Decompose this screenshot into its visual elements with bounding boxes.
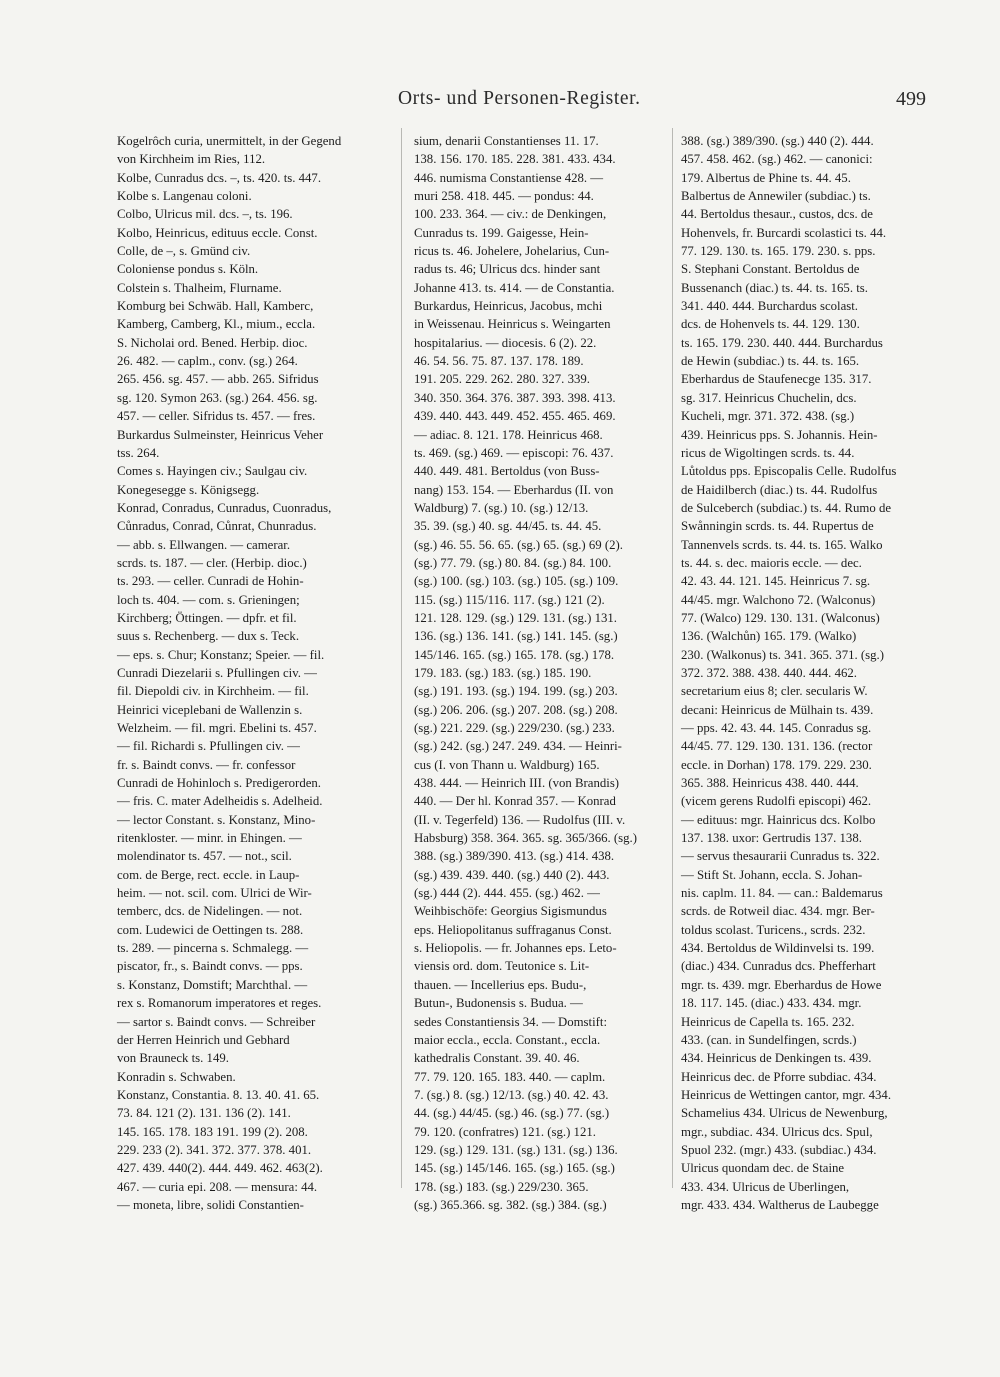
index-line: sg. 317. Heinricus Chuchelin, dcs. xyxy=(681,390,857,405)
index-line: Swånningin scrds. ts. 44. Rupertus de xyxy=(681,519,874,534)
index-line: (sg.) 221. 229. (sg.) 229/230. (sg.) 233. xyxy=(414,721,615,735)
index-line: 388. (sg.) 389/390. 413. (sg.) 414. 438. xyxy=(414,849,615,864)
index-line: Bussenanch (diac.) ts. 44. ts. 165. ts. xyxy=(681,280,868,295)
index-line: Kolbe, Cunradus dcs. –, ts. 420. ts. 447. xyxy=(117,170,322,185)
index-line: heim. — not. scil. com. Ulrici de Wir- xyxy=(117,886,312,901)
index-line: toldus scolast. Turicens., scrds. 232. xyxy=(681,922,866,937)
index-line: s. Heliopolis. — fr. Johannes eps. Leto- xyxy=(414,941,617,956)
index-line: 145. 165. 178. 183 191. 199 (2). 208. xyxy=(117,1124,308,1139)
index-line: 77. 129. 130. ts. 165. 179. 230. s. pps. xyxy=(681,244,876,259)
index-line: Butun-, Budonensis s. Budua. — xyxy=(414,996,583,1011)
index-line: 433. 434. Ulricus de Uberlingen, xyxy=(681,1179,850,1194)
index-line: temberc, dcs. de Nidelingen. — not. xyxy=(117,904,303,919)
index-line: 44/45. 77. 129. 130. 131. 136. (rector xyxy=(681,739,873,754)
index-line: ts. 469. (sg.) 469. — episcopi: 76. 437. xyxy=(414,445,614,460)
index-line: scrds. de Rotweil diac. 434. mgr. Ber- xyxy=(681,904,875,919)
index-line: eccle. in Dorhan) 178. 179. 229. 230. xyxy=(681,757,872,772)
index-line: 46. 54. 56. 75. 87. 137. 178. 189. xyxy=(414,354,584,369)
index-line: 145/146. 165. (sg.) 165. 178. (sg.) 178. xyxy=(414,647,615,662)
index-line: piscator, fr., s. Baindt convs. — pps. xyxy=(117,959,303,974)
index-line: (vicem gerens Rudolfi episcopi) 462. xyxy=(681,794,872,809)
index-line: 77. 79. 120. 165. 183. 440. — caplm. xyxy=(414,1069,606,1084)
index-line: mgr. 433. 434. Waltherus de Laubegge xyxy=(681,1197,879,1212)
index-line: 136. (Walchůn) 165. 179. (Walko) xyxy=(681,629,857,644)
index-line: Konstanz, Constantia. 8. 13. 40. 41. 65. xyxy=(117,1087,320,1102)
index-column-2 xyxy=(414,132,668,1214)
index-line: Balbertus de Annewiler (subdiac.) ts. xyxy=(681,189,871,204)
column-divider xyxy=(401,128,402,1188)
index-line: von Brauneck ts. 149. xyxy=(117,1051,229,1066)
index-line: — abb. s. Ellwangen. — camerar. xyxy=(117,537,291,552)
index-line: mgr. ts. 439. mgr. Eberhardus de Howe xyxy=(681,977,882,992)
index-line: com. Ludewici de Oettingen ts. 288. xyxy=(117,922,304,937)
index-line: 434. Bertoldus de Wildinvelsi ts. 199. xyxy=(681,941,875,956)
index-line: 372. 372. 388. 438. 440. 444. 462. xyxy=(681,665,857,680)
index-line: kathedralis Constant. 39. 40. 46. xyxy=(414,1051,580,1066)
index-line: Burkardus, Heinricus, Jacobus, mchi xyxy=(414,299,603,314)
index-line: sg. 120. Symon 263. (sg.) 264. 456. sg. xyxy=(117,390,318,405)
index-line: 341. 440. 444. Burchardus scolast. xyxy=(681,299,859,314)
index-line: 138. 156. 170. 185. 228. 381. 433. 434. xyxy=(414,152,616,167)
index-line: — fil. Richardi s. Pfullingen civ. — xyxy=(117,739,300,754)
index-line: Habsburg) 358. 364. 365. sg. 365/366. (sg.) xyxy=(414,831,637,846)
index-line: thauen. — Incellerius eps. Budu-, xyxy=(414,977,587,992)
index-line: (sg.) 444 (2). 444. 455. (sg.) 462. — xyxy=(414,886,600,901)
index-line: ricus de Wigoltingen scrds. ts. 44. xyxy=(681,445,855,460)
index-line: Cůnradus, Conrad, Cůnrat, Chunradus. xyxy=(117,519,317,534)
index-line: — lector Constant. s. Konstanz, Mino- xyxy=(117,812,316,827)
index-line: (sg.) 191. 193. (sg.) 194. 199. (sg.) 203. xyxy=(414,684,618,699)
index-line: Kucheli, mgr. 371. 372. 438. (sg.) xyxy=(681,409,855,424)
index-line: Burkardus Sulmeinster, Heinricus Veher xyxy=(117,427,324,442)
index-line: Heinrici viceplebani de Wallenzin s. xyxy=(117,702,303,717)
index-line: (sg.) 365.366. sg. 382. (sg.) 384. (sg.) xyxy=(414,1197,607,1212)
index-line: 467. — curia epi. 208. — mensura: 44. xyxy=(117,1179,318,1194)
index-line: 191. 205. 229. 262. 280. 327. 339. xyxy=(414,372,590,387)
index-line: — pps. 42. 43. 44. 145. Conradus sg. xyxy=(681,721,872,735)
index-line: (sg.) 100. (sg.) 103. (sg.) 105. (sg.) 109. xyxy=(414,574,619,589)
index-line: com. de Berge, rect. eccle. in Laup- xyxy=(117,867,300,882)
index-line: (sg.) 206. 206. (sg.) 207. 208. (sg.) 208. xyxy=(414,702,618,717)
index-line: 7. (sg.) 8. (sg.) 12/13. (sg.) 40. 42. 43. xyxy=(414,1087,609,1102)
index-line: 427. 439. 440(2). 444. 449. 462. 463(2). xyxy=(117,1161,323,1176)
index-line: Schamelius 434. Ulricus de Newenburg, xyxy=(681,1106,888,1121)
index-line: radus ts. 46; Ulricus dcs. hinder sant xyxy=(414,262,601,277)
index-line: 35. 39. (sg.) 40. sg. 44/45. ts. 44. 45. xyxy=(414,519,602,534)
index-line: — moneta, libre, solidi Constantien- xyxy=(117,1197,304,1212)
index-line: Hohenvels, fr. Burcardi scolastici ts. 44. xyxy=(681,225,887,240)
index-line: — eps. s. Chur; Konstanz; Speier. — fil. xyxy=(117,647,325,662)
index-line: — sartor s. Baindt convs. — Schreiber xyxy=(117,1014,316,1029)
index-line: Tannenvels scrds. ts. 44. ts. 165. Walko xyxy=(681,537,883,552)
index-line: mgr., subdiac. 434. Ulricus dcs. Spul, xyxy=(681,1124,873,1139)
index-line: Eberhardus de Staufenecge 135. 317. xyxy=(681,372,872,387)
index-line: scrds. ts. 187. — cler. (Herbip. dioc.) xyxy=(117,555,307,570)
index-line: Heinricus dec. de Pforre subdiac. 434. xyxy=(681,1069,877,1084)
index-line: Cunradi de Hohinloch s. Predigerorden. xyxy=(117,776,321,791)
index-line: Welzheim. — fil. mgri. Ebelini ts. 457. xyxy=(117,721,317,735)
index-line: 434. Heinricus de Denkingen ts. 439. xyxy=(681,1051,872,1066)
index-line: Komburg bei Schwäb. Hall, Kamberc, xyxy=(117,299,314,314)
index-line: Spuol 232. (mgr.) 433. (subdiac.) 434. xyxy=(681,1142,877,1157)
index-line: 18. 117. 145. (diac.) 433. 434. mgr. xyxy=(681,996,862,1011)
index-line: s. Konstanz, Domstift; Marchthal. — xyxy=(117,977,308,992)
index-line: 438. 444. — Heinrich III. (von Brandis) xyxy=(414,776,620,791)
index-line: Comes s. Hayingen civ.; Saulgau civ. xyxy=(117,464,308,479)
index-line: (sg.) 46. 55. 56. 65. (sg.) 65. (sg.) 69 (2). xyxy=(414,537,623,552)
index-line: Johanne 413. ts. 414. — de Constantia. xyxy=(414,280,615,295)
index-line: Cunradi Diezelarii s. Pfullingen civ. — xyxy=(117,665,317,680)
index-line: suus s. Rechenberg. — dux s. Teck. xyxy=(117,629,300,644)
index-line: 365. 388. Heinricus 438. 440. 444. xyxy=(681,776,859,791)
index-line: Lůtoldus pps. Episcopalis Celle. Rudolfus xyxy=(681,464,897,479)
index-line: 115. (sg.) 115/116. 117. (sg.) 121 (2). xyxy=(414,592,605,607)
index-line: — Stift St. Johann, eccla. S. Johan- xyxy=(681,867,863,882)
index-line: Heinricus de Capella ts. 165. 232. xyxy=(681,1014,855,1029)
index-line: 42. 43. 44. 121. 145. Heinricus 7. sg. xyxy=(681,574,871,589)
index-line: Konegesegge s. Königsegg. xyxy=(117,482,260,497)
index-line: 44. Bertoldus thesaur., custos, dcs. de xyxy=(681,207,873,222)
running-title: Orts- und Personen-Register. xyxy=(398,88,641,109)
index-line: — adiac. 8. 121. 178. Heinricus 468. xyxy=(414,427,603,442)
page-number: 499 xyxy=(896,88,926,110)
index-line: — edituus: mgr. Hainricus dcs. Kolbo xyxy=(681,812,876,827)
index-line: Cunradus ts. 199. Gaigesse, Hein- xyxy=(414,225,589,240)
index-line: ritenkloster. — minr. in Ehingen. — xyxy=(117,831,302,846)
index-line: — fris. C. mater Adelheidis s. Adelheid. xyxy=(117,794,323,809)
index-line: 457. 458. 462. (sg.) 462. — canonici: xyxy=(681,152,873,167)
index-line: 230. (Walkonus) ts. 341. 365. 371. (sg.) xyxy=(681,647,884,662)
index-line: 44. (sg.) 44/45. (sg.) 46. (sg.) 77. (sg.) xyxy=(414,1106,610,1121)
index-line: Waldburg) 7. (sg.) 10. (sg.) 12/13. xyxy=(414,500,589,515)
index-line: hospitalarius. — diocesis. 6 (2). 22. xyxy=(414,335,597,350)
index-line: Konrad, Conradus, Cunradus, Cuonradus, xyxy=(117,500,332,515)
index-line: S. Stephani Constant. Bertoldus de xyxy=(681,262,860,277)
index-line: 440. 449. 481. Bertoldus (von Buss- xyxy=(414,464,600,479)
index-line: secretarium eius 8; cler. secularis W. xyxy=(681,684,868,699)
index-line: Kogelrôch curia, unermittelt, in der Gegend xyxy=(117,134,342,148)
index-line: Konradin s. Schwaben. xyxy=(117,1069,236,1084)
index-line: 100. 233. 364. — civ.: de Denkingen, xyxy=(414,207,607,222)
index-line: — servus thesaurarii Cunradus ts. 322. xyxy=(681,849,880,864)
index-line: dcs. de Hohenvels ts. 44. 129. 130. xyxy=(681,317,860,332)
index-line: fil. Diepoldi civ. in Kirchheim. — fil. xyxy=(117,684,309,699)
index-line: maior eccla., eccla. Constant., eccla. xyxy=(414,1032,601,1047)
index-line: von Kirchheim im Ries, 112. xyxy=(117,152,266,167)
index-line: 229. 233 (2). 341. 372. 377. 378. 401. xyxy=(117,1142,312,1157)
index-line: 179. Albertus de Phine ts. 44. 45. xyxy=(681,170,851,185)
index-line: nis. caplm. 11. 84. — can.: Baldemarus xyxy=(681,886,883,901)
index-line: eps. Heliopolitanus suffraganus Const. xyxy=(414,922,612,937)
index-line: Colbo, Ulricus mil. dcs. –, ts. 196. xyxy=(117,207,293,222)
index-line: de Haidilberch (diac.) ts. 44. Rudolfus xyxy=(681,482,878,497)
index-line: 136. (sg.) 136. 141. (sg.) 141. 145. (sg.) xyxy=(414,629,618,644)
index-line: 77. (Walco) 129. 130. 131. (Walconus) xyxy=(681,610,880,625)
index-line: tss. 264. xyxy=(117,445,160,460)
index-column-1 xyxy=(117,132,395,1214)
index-line: Heinricus de Wettingen cantor, mgr. 434. xyxy=(681,1087,892,1102)
index-line: S. Nicholai ord. Bened. Herbip. dioc. xyxy=(117,335,308,350)
column-divider xyxy=(672,128,673,1188)
index-line: Ulricus quondam dec. de Staine xyxy=(681,1161,845,1176)
index-line: muri 258. 418. 445. — pondus: 44. xyxy=(414,189,594,204)
index-line: (sg.) 77. 79. (sg.) 80. 84. (sg.) 84. 100. xyxy=(414,555,612,570)
index-line: 265. 456. sg. 457. — abb. 265. Sifridus xyxy=(117,372,319,387)
index-line: 73. 84. 121 (2). 131. 136 (2). 141. xyxy=(117,1106,291,1121)
index-line: fr. s. Baindt convs. — fr. confessor xyxy=(117,757,296,772)
index-line: 121. 128. 129. (sg.) 129. 131. (sg.) 131. xyxy=(414,610,617,625)
index-line: 145. (sg.) 145/146. 165. (sg.) 165. (sg.) xyxy=(414,1161,615,1176)
index-line: 439. 440. 443. 449. 452. 455. 465. 469. xyxy=(414,409,616,424)
index-line: Kolbo, Heinricus, edituus eccle. Const. xyxy=(117,225,318,240)
index-line: 340. 350. 364. 376. 387. 393. 398. 413. xyxy=(414,390,616,405)
index-line: Kolbe s. Langenau coloni. xyxy=(117,189,252,204)
index-line: 446. numisma Constantiense 428. — xyxy=(414,170,604,185)
index-line: 137. 138. uxor: Gertrudis 137. 138. xyxy=(681,831,862,846)
index-line: (II. v. Tegerfeld) 136. — Rudolfus (III. v. xyxy=(414,812,626,827)
index-line: ts. 44. s. dec. maioris eccle. — dec. xyxy=(681,555,862,570)
index-line: Coloniense pondus s. Köln. xyxy=(117,262,259,277)
index-line: 44/45. mgr. Walchono 72. (Walconus) xyxy=(681,592,876,607)
index-line: molendinator ts. 457. — not., scil. xyxy=(117,849,292,864)
index-line: rex s. Romanorum imperatores et reges. xyxy=(117,996,322,1011)
index-line: 457. — celler. Sifridus ts. 457. — fres. xyxy=(117,409,316,424)
index-line: ts. 165. 179. 230. 440. 444. Burchardus xyxy=(681,335,883,350)
index-line: ts. 289. — pincerna s. Schmalegg. — xyxy=(117,941,309,956)
index-line: 178. (sg.) 183. (sg.) 229/230. 365. xyxy=(414,1179,589,1194)
index-line: loch ts. 404. — com. s. Grieningen; xyxy=(117,592,300,607)
index-line: in Weissenau. Heinricus s. Weingarten xyxy=(414,317,611,332)
index-line: Colstein s. Thalheim, Flurname. xyxy=(117,280,282,295)
index-line: 179. 183. (sg.) 183. (sg.) 185. 190. xyxy=(414,665,592,680)
index-line: der Herren Heinrich und Gebhard xyxy=(117,1032,290,1047)
index-line: ricus ts. 46. Johelere, Johelarius, Cun- xyxy=(414,244,610,259)
index-line: (sg.) 439. 439. 440. (sg.) 440 (2). 443. xyxy=(414,867,610,882)
index-line: de Sulceberch (subdiac.) ts. 44. Rumo de xyxy=(681,500,892,515)
index-line: 79. 120. (confratres) 121. (sg.) 121. xyxy=(414,1124,596,1139)
index-line: decani: Heinricus de Mülhain ts. 439. xyxy=(681,702,874,717)
index-line: ts. 293. — celler. Cunradi de Hohin- xyxy=(117,574,304,589)
index-line: 433. (can. in Sundelfingen, scrds.) xyxy=(681,1032,857,1047)
index-line: 439. Heinricus pps. S. Johannis. Hein- xyxy=(681,427,878,442)
index-line: sium, denarii Constantienses 11. 17. xyxy=(414,134,599,148)
index-line: 440. — Der hl. Konrad 357. — Konrad xyxy=(414,794,616,809)
index-line: Colle, de –, s. Gmünd civ. xyxy=(117,244,251,259)
index-line: de Hewin (subdiac.) ts. 44. ts. 165. xyxy=(681,354,860,369)
index-line: nang) 153. 154. — Eberhardus (II. von xyxy=(414,482,614,497)
index-line: 26. 482. — caplm., conv. (sg.) 264. xyxy=(117,354,298,369)
index-line: viensis ord. dom. Teutonice s. Lit- xyxy=(414,959,590,974)
index-line: 388. (sg.) 389/390. (sg.) 440 (2). 444. xyxy=(681,134,874,148)
index-line: Kirchberg; Öttingen. — dpfr. et fil. xyxy=(117,610,297,625)
index-line: 129. (sg.) 129. 131. (sg.) 131. (sg.) 136. xyxy=(414,1142,618,1157)
index-column-3 xyxy=(681,132,951,1214)
page-header xyxy=(0,88,1000,118)
index-line: Weihbischöfe: Georgius Sigismundus xyxy=(414,904,607,919)
index-line: (diac.) 434. Cunradus dcs. Phefferhart xyxy=(681,959,876,974)
index-line: sedes Constantiensis 34. — Domstift: xyxy=(414,1014,608,1029)
index-line: (sg.) 242. (sg.) 247. 249. 434. — Heinri- xyxy=(414,739,622,754)
index-line: Kamberg, Camberg, Kl., mium., eccla. xyxy=(117,317,316,332)
index-line: cus (I. von Thann u. Waldburg) 165. xyxy=(414,757,600,772)
